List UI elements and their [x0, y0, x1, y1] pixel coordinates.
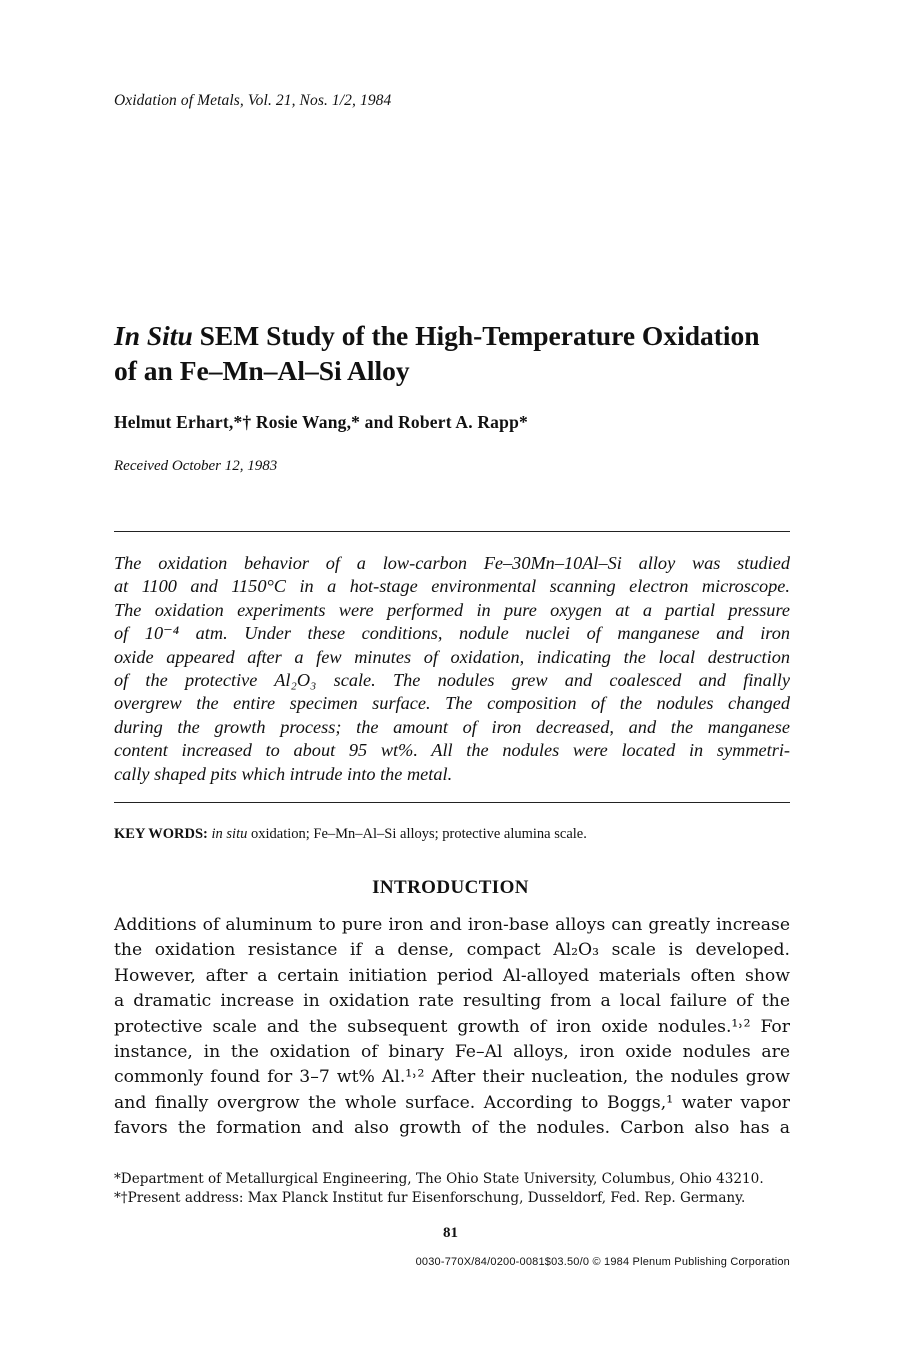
body-line: and finally overgrow the whole surface. According to Boggs,¹ water vapor — [114, 1092, 790, 1113]
body-line: commonly found for 3–7 wt% Al.¹˒² After their nucleation, the nodules grow — [114, 1067, 790, 1088]
article-title — [114, 318, 814, 388]
key-words-italic: in situ — [211, 826, 248, 842]
body-line: protective scale and the subsequent growth of iron oxide nodules.¹˒² For — [114, 1016, 790, 1037]
abstract-line: The oxidation experiments were performed in pure oxygen at a partial pressure — [114, 599, 790, 620]
abstract-top-rule — [114, 531, 790, 532]
abstract-line: of the protective Al₂O₃ scale. The nodules grew and coalesced and finally — [114, 670, 790, 691]
section-heading-introduction: INTRODUCTION — [372, 877, 529, 898]
body-line: However, after a certain initiation period Al-alloyed materials often show — [114, 965, 790, 986]
copyright-line: 0030-770X/84/0200-0081$03.50/0 © 1984 Plenum Publishing Corporation — [415, 1256, 790, 1268]
author-list: Helmut Erhart,*† Rosie Wang,* and Robert A. Rapp* — [114, 412, 528, 432]
journal-citation: Oxidation of Metals, Vol. 21, Nos. 1/2, 1984 — [114, 92, 392, 109]
footnote-affiliation: *Department of Metallurgical Engineering, The Ohio State University, Columbus, Ohio 43210. — [114, 1171, 764, 1187]
title-line-2: of an Fe–Mn–Al–Si Alloy — [114, 355, 410, 386]
abstract-line: overgrew the entire specimen surface. The composition of the nodules changed — [114, 693, 790, 714]
footnotes — [114, 1170, 790, 1208]
received-date: Received October 12, 1983 — [114, 458, 278, 474]
body-line: favors the formation and also growth of the nodules. Carbon also has a — [114, 1118, 790, 1139]
title-italic-part: In Situ — [114, 320, 193, 351]
abstract-line: at 1100 and 1150°C in a hot-stage environmental scanning electron microscope. — [114, 576, 790, 597]
key-words — [114, 826, 587, 843]
abstract-line: content increased to about 95 wt%. All the nodules were located in symmetri- — [114, 740, 790, 761]
body-line: the oxidation resistance if a dense, compact Al₂O₃ scale is developed. — [114, 940, 790, 961]
abstract-line: of 10⁻⁴ atm. Under these conditions, nodule nuclei of manganese and iron — [114, 623, 790, 644]
key-words-text: oxidation; Fe–Mn–Al–Si alloys; protective alumina scale. — [247, 826, 587, 842]
abstract-line: The oxidation behavior of a low-carbon Fe–30Mn–10Al–Si alloy was studied — [114, 553, 790, 573]
title-line-1: SEM Study of the High-Temperature Oxidation — [192, 320, 760, 351]
abstract-line: oxide appeared after a few minutes of oxidation, indicating the local destruction — [114, 646, 790, 667]
abstract-bottom-rule — [114, 802, 790, 803]
key-words-label: KEY WORDS: — [114, 826, 208, 842]
body-line: a dramatic increase in oxidation rate resulting from a local failure of the — [114, 991, 790, 1012]
footnote-present-address: *†Present address: Max Planck Institut fur Eisenforschung, Dusseldorf, Fed. Rep. Germany. — [114, 1190, 746, 1206]
body-line: Additions of aluminum to pure iron and iron-base alloys can greatly increase — [114, 915, 790, 935]
abstract-line: during the growth process; the amount of iron decreased, and the manganese — [114, 716, 790, 737]
abstract — [114, 552, 790, 786]
page-number: 81 — [443, 1225, 458, 1241]
introduction-body — [114, 913, 790, 1142]
abstract-line: cally shaped pits which intrude into the metal. — [114, 763, 453, 784]
body-line: instance, in the oxidation of binary Fe–Al alloys, iron oxide nodules are — [114, 1042, 790, 1063]
